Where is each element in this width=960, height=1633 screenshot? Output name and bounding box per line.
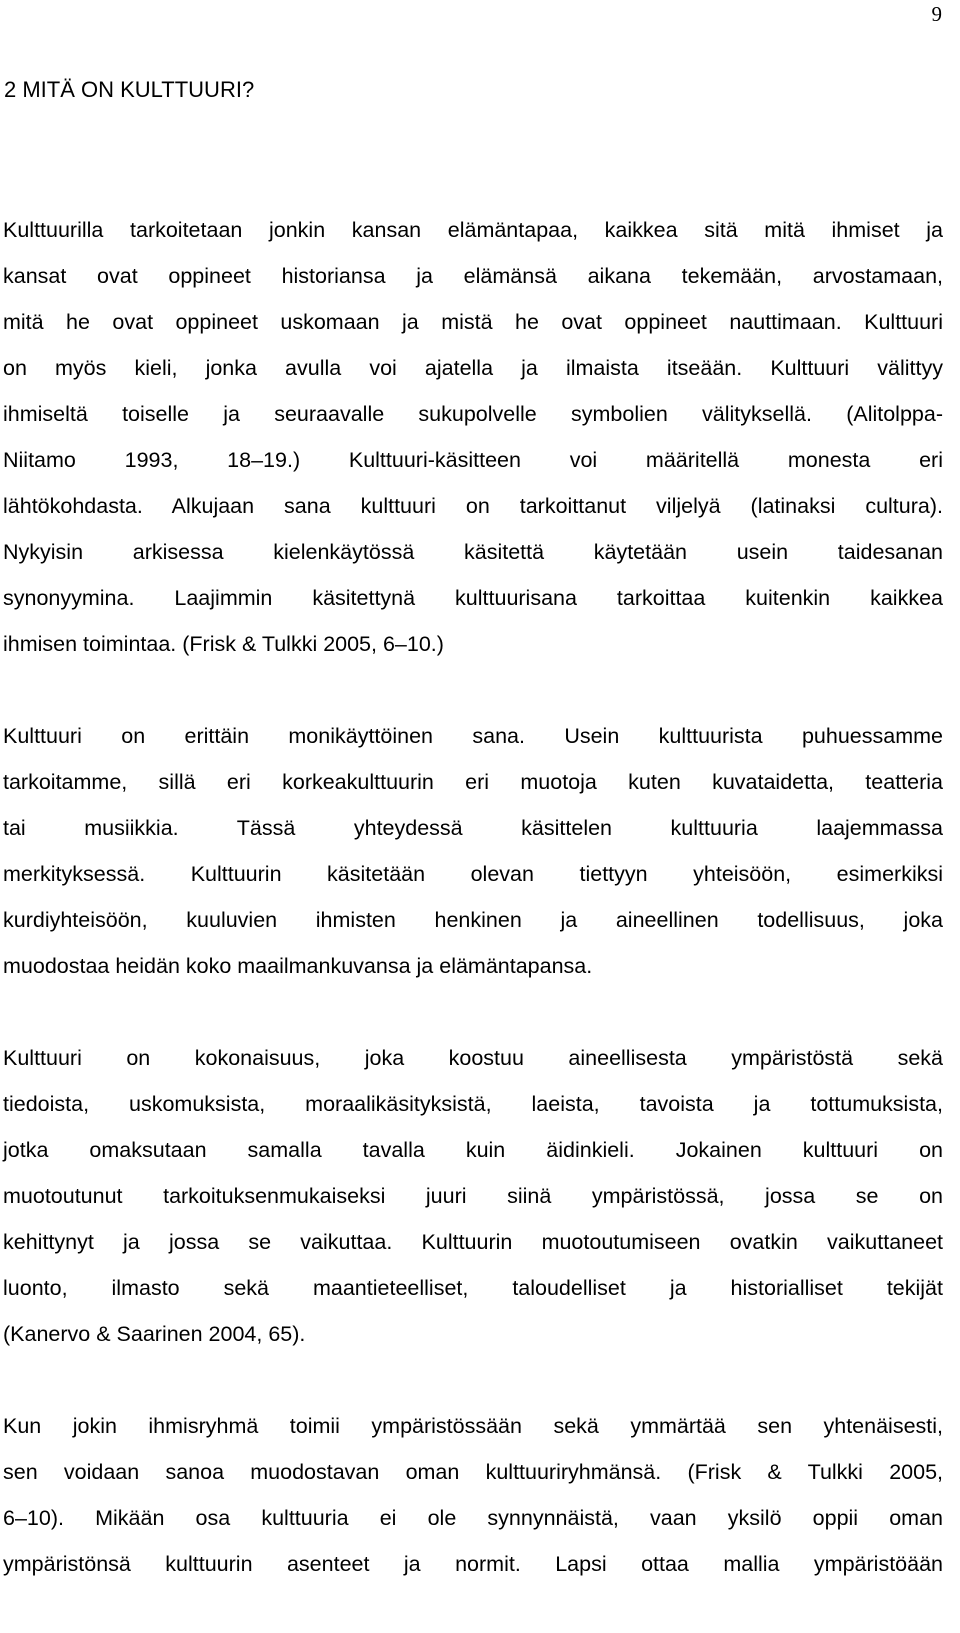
text-line: (Kanervo & Saarinen 2004, 65).	[3, 1322, 306, 1346]
text-line: Kulttuuri on erittäin monikäyttöinen sana. Usein kulttuurista puhuessamme	[3, 724, 943, 748]
text-line: synonyymina. Laajimmin käsitettynä kulttuurisana tarkoittaa kuitenkin kaikkea	[3, 586, 943, 610]
chapter-heading: 2 MITÄ ON KULTTUURI?	[4, 77, 255, 102]
text-line: Niitamo 1993, 18–19.) Kulttuuri-käsitteen voi määritellä monesta eri	[3, 448, 943, 472]
text-line: Kulttuurilla tarkoitetaan jonkin kansan elämäntapaa, kaikkea sitä mitä ihmiset ja	[3, 218, 943, 242]
text-line: jotka omaksutaan samalla tavalla kuin äidinkieli. Jokainen kulttuuri on	[3, 1138, 943, 1162]
text-line: sen voidaan sanoa muodostavan oman kulttuuriryhmänsä. (Frisk & Tulkki 2005,	[3, 1460, 943, 1484]
text-line: tai musiikkia. Tässä yhteydessä käsittelen kulttuuria laajemmassa	[3, 816, 943, 840]
text-line: luonto, ilmasto sekä maantieteelliset, taloudelliset ja historialliset tekijät	[3, 1276, 943, 1300]
paragraph-3	[3, 1035, 943, 1357]
text-line: ihmiseltä toiselle ja seuraavalle sukupolvelle symbolien välityksellä. (Alitolppa-	[3, 402, 943, 426]
document-body	[3, 207, 943, 1633]
text-line: ympäristönsä kulttuurin asenteet ja normit. Lapsi ottaa mallia ympäristöään	[3, 1552, 943, 1576]
text-line: merkityksessä. Kulttuurin käsitetään olevan tiettyyn yhteisöön, esimerkiksi	[3, 862, 943, 886]
text-line: muotoutunut tarkoituksenmukaiseksi juuri siinä ympäristössä, jossa se on	[3, 1184, 943, 1208]
paragraph-4	[3, 1403, 943, 1587]
text-line: ihmisen toimintaa. (Frisk & Tulkki 2005, 6–10.)	[3, 632, 444, 656]
text-line: Kun jokin ihmisryhmä toimii ympäristössään sekä ymmärtää sen yhtenäisesti,	[3, 1414, 943, 1438]
page-number: 9	[931, 2, 942, 26]
text-line: 6–10). Mikään osa kulttuuria ei ole synnynnäistä, vaan yksilö oppii oman	[3, 1506, 943, 1530]
text-line: kansat ovat oppineet historiansa ja elämänsä aikana tekemään, arvostamaan,	[3, 264, 943, 288]
text-line: kurdiyhteisöön, kuuluvien ihmisten henkinen ja aineellinen todellisuus, joka	[3, 908, 943, 932]
paragraph-1	[3, 207, 943, 667]
text-line: mitä he ovat oppineet uskomaan ja mistä he ovat oppineet nauttimaan. Kulttuuri	[3, 310, 943, 334]
text-line: lähtökohdasta. Alkujaan sana kulttuuri on tarkoittanut viljelyä (latinaksi cultura).	[3, 494, 943, 518]
text-line: on myös kieli, jonka avulla voi ajatella ja ilmaista itseään. Kulttuuri välittyy	[3, 356, 943, 380]
text-line: tiedoista, uskomuksista, moraalikäsityksistä, laeista, tavoista ja tottumuksista,	[3, 1092, 943, 1116]
text-line: kehittynyt ja jossa se vaikuttaa. Kulttuurin muotoutumiseen ovatkin vaikuttaneet	[3, 1230, 943, 1254]
text-line: tarkoitamme, sillä eri korkeakulttuurin eri muotoja kuten kuvataidetta, teatteria	[3, 770, 943, 794]
text-line: Nykyisin arkisessa kielenkäytössä käsitettä käytetään usein taidesanan	[3, 540, 943, 564]
text-line: Kulttuuri on kokonaisuus, joka koostuu aineellisesta ympäristöstä sekä	[3, 1046, 943, 1070]
paragraph-2	[3, 713, 943, 989]
text-line: muodostaa heidän koko maailmankuvansa ja elämäntapansa.	[3, 954, 593, 978]
